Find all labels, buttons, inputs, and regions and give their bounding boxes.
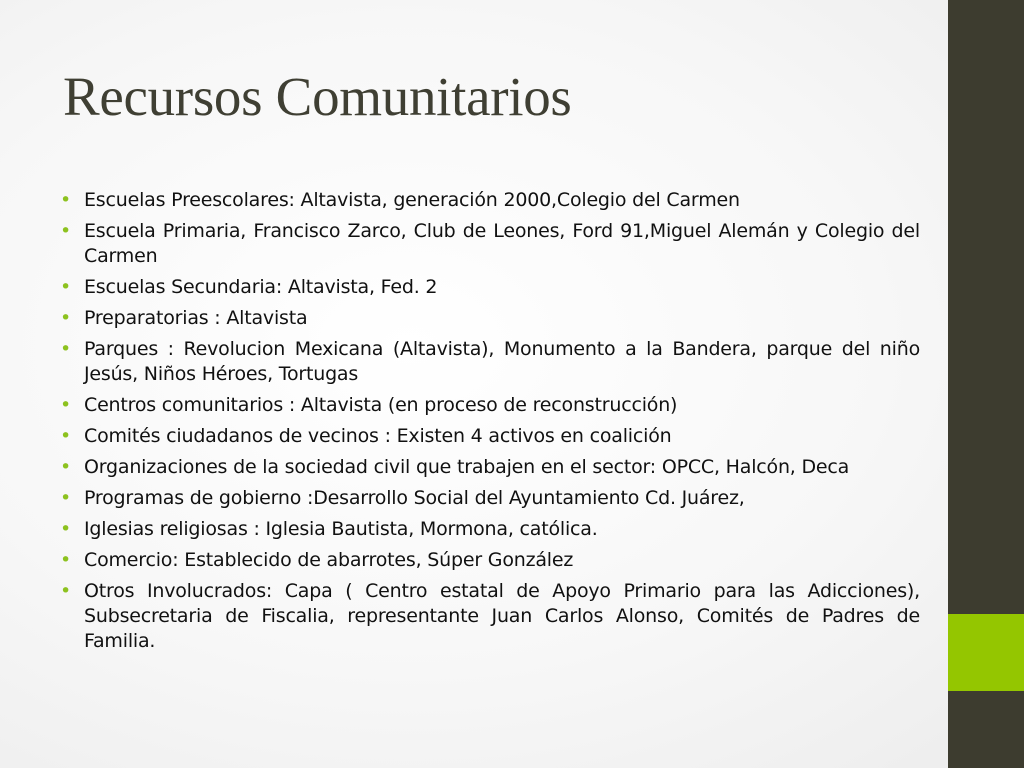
bullet-icon: •	[60, 549, 72, 571]
bullet-icon: •	[60, 307, 72, 329]
bullet-text: Escuelas Secundaria: Altavista, Fed. 2	[84, 276, 438, 298]
bullet-item	[60, 517, 920, 542]
bullet-item	[60, 393, 920, 418]
bullet-item	[60, 337, 920, 387]
bullet-item	[60, 275, 920, 300]
bullet-item	[60, 424, 920, 449]
bullet-text: Escuela Primaria, Francisco Zarco, Club de Leones, Ford 91,Miguel Alemán y Colegio del Carmen	[84, 220, 920, 267]
bullet-item	[60, 548, 920, 573]
bullet-item	[60, 455, 920, 480]
bullet-item	[60, 486, 920, 511]
bullet-icon: •	[60, 580, 72, 602]
bullet-icon: •	[60, 276, 72, 298]
bullet-text: Comercio: Establecido de abarrotes, Súper González	[84, 549, 574, 571]
bullet-item	[60, 306, 920, 331]
slide-title: Recursos Comunitarios	[63, 66, 572, 127]
bullet-item	[60, 219, 920, 269]
bullet-text: Organizaciones de la sociedad civil que trabajen en el sector: OPCC, Halcón, Deca	[84, 456, 850, 478]
bullet-icon: •	[60, 338, 72, 360]
bullet-icon: •	[60, 220, 72, 242]
bullet-text: Escuelas Preescolares: Altavista, generación 2000,Colegio del Carmen	[84, 189, 740, 211]
bullet-text: Iglesias religiosas : Iglesia Bautista, Mormona, católica.	[84, 518, 598, 540]
bullet-text: Parques : Revolucion Mexicana (Altavista), Monumento a la Bandera, parque del niño Jesús, Niños Héroes, Tortugas	[84, 338, 920, 385]
bullet-text: Otros Involucrados: Capa ( Centro estatal de Apoyo Primario para las Adicciones), Subsecretaria de Fiscalia, representante Juan Carlos Alonso, Comités de Padres de Familia.	[84, 580, 920, 652]
bullet-icon: •	[60, 425, 72, 447]
bullet-icon: •	[60, 189, 72, 211]
bullet-icon: •	[60, 456, 72, 478]
bullet-text: Comités ciudadanos de vecinos : Existen 4 activos en coalición	[84, 425, 672, 447]
bullet-icon: •	[60, 518, 72, 540]
sidebar-accent-block	[948, 614, 1024, 691]
bullet-item	[60, 188, 920, 213]
bullet-text: Preparatorias : Altavista	[84, 307, 308, 329]
bullet-list	[60, 188, 920, 660]
bullet-text: Programas de gobierno :Desarrollo Social del Ayuntamiento Cd. Juárez,	[84, 487, 745, 509]
bullet-icon: •	[60, 394, 72, 416]
bullet-icon: •	[60, 487, 72, 509]
bullet-text: Centros comunitarios : Altavista (en proceso de reconstrucción)	[84, 394, 678, 416]
bullet-item	[60, 579, 920, 654]
